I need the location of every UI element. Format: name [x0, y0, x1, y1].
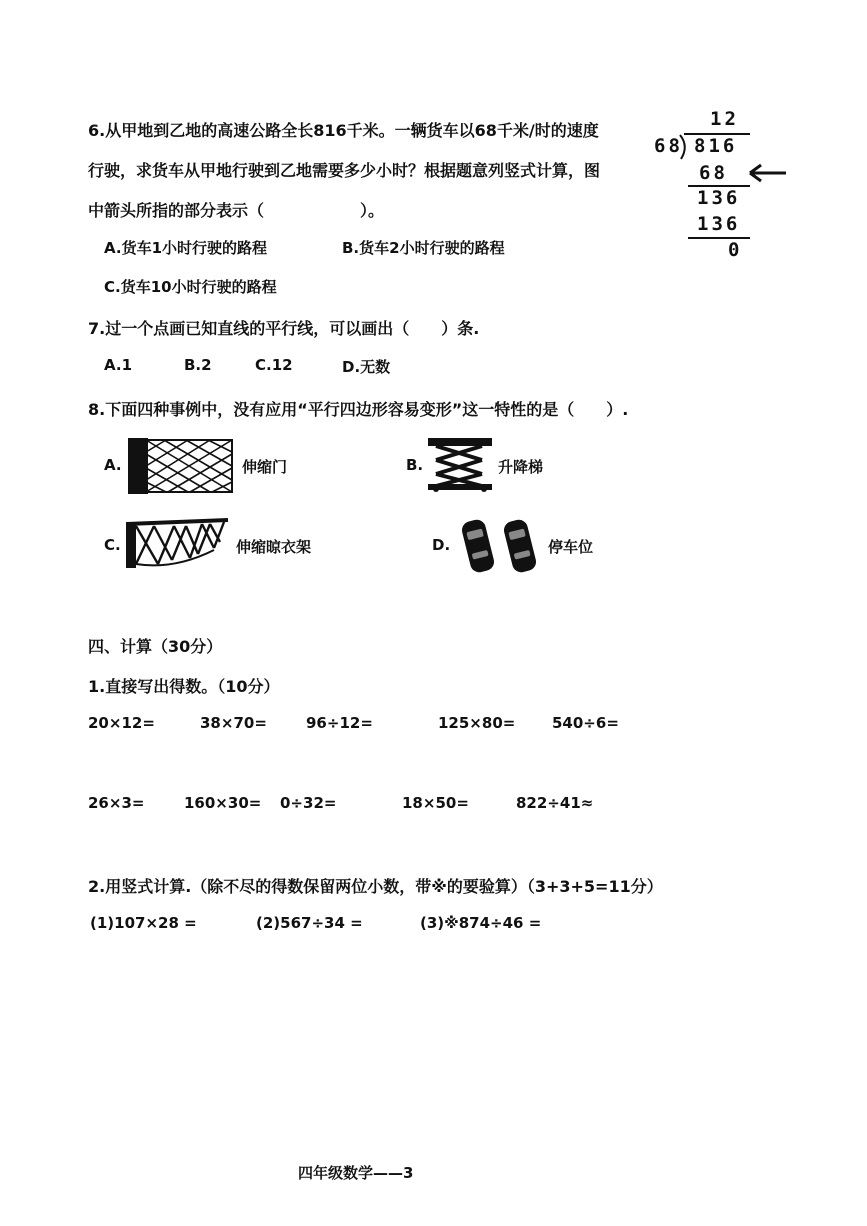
calc-r1-1: 20×12= — [88, 714, 155, 732]
q6-line2: 行驶，求货车从甲地行驶到乙地需要多少小时？根据题意列竖式计算，图 — [88, 161, 601, 180]
calc-r2-1: 26×3= — [88, 794, 145, 812]
q6-option-a: A.货车1小时行驶的路程 — [104, 239, 268, 257]
step-remainder: 136 — [697, 187, 741, 209]
q8-option-d-letter: D. — [432, 536, 451, 554]
calc-r2-5: 822÷41≈ — [516, 794, 594, 812]
dividend: 816 — [694, 135, 738, 157]
vertical-calc-3: (3)※874÷46 = — [420, 914, 542, 932]
calc-r1-5: 540÷6= — [552, 714, 619, 732]
section4-sub2: 2.用竖式计算.（除不尽的得数保留两位小数，带※的要验算）（3+3+5=11分） — [88, 877, 663, 896]
calc-r2-4: 18×50= — [402, 794, 469, 812]
q7-text: 7.过一个点画已知直线的平行线，可以画出（ ）条. — [88, 319, 480, 338]
calc-r2-2: 160×30= — [184, 794, 262, 812]
section4-sub1: 1.直接写出得数。（10分） — [88, 677, 280, 696]
q8-option-d-label: 停车位 — [548, 538, 594, 556]
parking-cars-icon — [458, 514, 542, 578]
q8-option-b-label: 升降梯 — [498, 458, 544, 476]
q7-option-a: A.1 — [104, 356, 133, 374]
q8-text: 8.下面四种事例中，没有应用“平行四边形容易变形”这一特性的是（ ）. — [88, 400, 629, 419]
calc-r2-3: 0÷32= — [280, 794, 337, 812]
q6-option-b: B.货车2小时行驶的路程 — [342, 239, 505, 257]
q8-option-c-label: 伸缩晾衣架 — [236, 538, 312, 556]
page-footer: 四年级数学——3 — [298, 1164, 414, 1182]
calc-r1-3: 96÷12= — [306, 714, 373, 732]
calc-r1-4: 125×80= — [438, 714, 516, 732]
final-remainder: 0 — [728, 239, 743, 261]
retractable-gate-icon — [124, 434, 236, 496]
scissor-lift-icon — [426, 436, 494, 492]
quotient: 12 — [710, 108, 739, 130]
section4-title: 四、计算（30分） — [88, 637, 223, 656]
calc-r1-2: 38×70= — [200, 714, 267, 732]
q8-option-a-label: 伸缩门 — [242, 458, 288, 476]
arrow-left-icon — [748, 162, 788, 184]
step-product: 68 — [699, 162, 728, 184]
q7-option-d: D.无数 — [342, 358, 391, 376]
clothes-rack-icon — [124, 518, 232, 570]
q8-option-c-letter: C. — [104, 536, 121, 554]
q6-line1: 6.从甲地到乙地的高速公路全长816千米。一辆货车以68千米/时的速度 — [88, 121, 599, 140]
q6-option-c: C.货车10小时行驶的路程 — [104, 278, 277, 296]
q7-option-c: C.12 — [255, 356, 293, 374]
vertical-calc-2: (2)567÷34 = — [256, 914, 363, 932]
q8-option-a-letter: A. — [104, 456, 122, 474]
vertical-calc-1: (1)107×28 = — [90, 914, 197, 932]
divisor: 68 — [654, 135, 683, 157]
q7-option-b: B.2 — [184, 356, 212, 374]
q6-line3: 中箭头所指的部分表示（ ）。 — [88, 201, 385, 220]
division-bracket — [678, 134, 690, 160]
step-product-2: 136 — [697, 213, 741, 235]
q8-option-b-letter: B. — [406, 456, 424, 474]
